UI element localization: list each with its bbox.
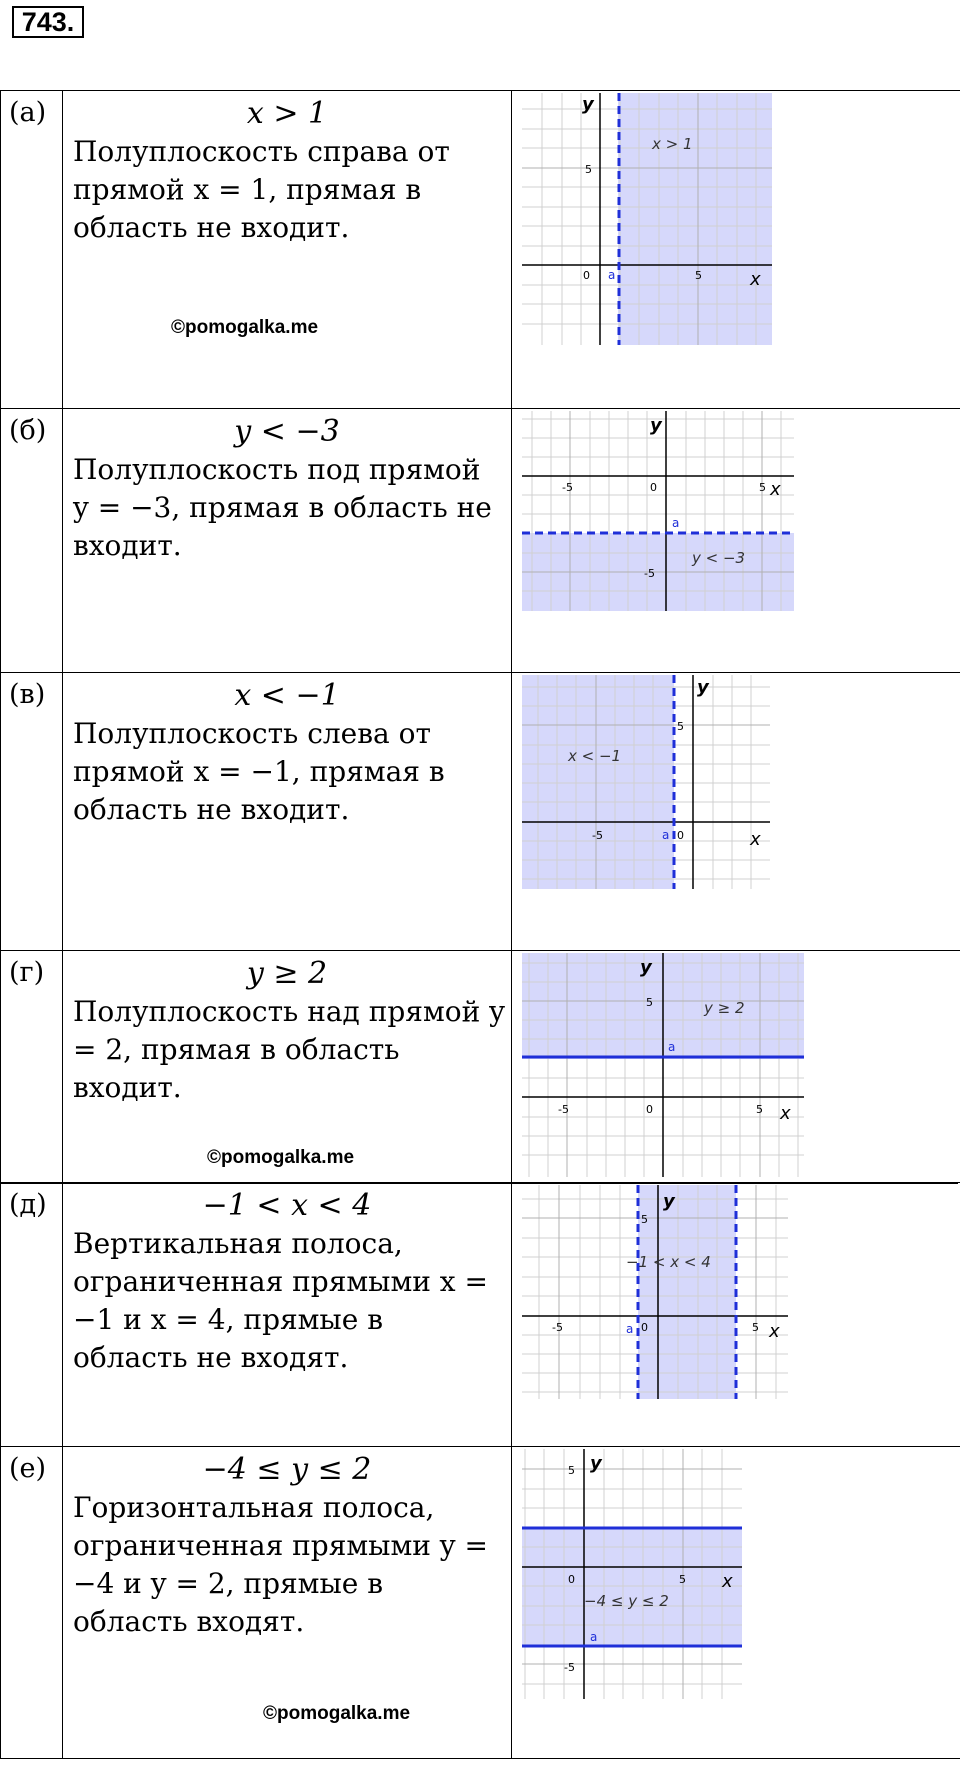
tick-label: -5 xyxy=(644,567,655,580)
inequality: y ≥ 2 xyxy=(246,956,328,991)
line-label: a xyxy=(662,828,670,842)
axis-x-label: x xyxy=(769,1321,780,1342)
task-row-a xyxy=(1,91,960,409)
region-fill xyxy=(618,93,772,345)
watermark: ©pomogalka.me xyxy=(171,317,319,338)
inequality: x > 1 xyxy=(246,96,328,131)
tick-label: 0 xyxy=(646,1103,653,1116)
axis-x-label: x xyxy=(750,269,761,290)
tick-label: -5 xyxy=(562,481,573,494)
axis-y-label: y xyxy=(640,957,652,978)
tick-label: -5 xyxy=(558,1103,569,1116)
description: Полуплоскость справа от прямой x = 1, прямая в область не входит. xyxy=(73,135,450,244)
tick-label: 5 xyxy=(759,481,766,494)
axis-x-label: x xyxy=(770,479,781,500)
region-fill xyxy=(522,675,674,889)
tick-label: 5 xyxy=(568,1464,575,1477)
problem-number: 743. xyxy=(12,6,84,38)
task-row-f xyxy=(1,1447,960,1759)
task-row-e xyxy=(1,1183,960,1447)
tick-label: 0 xyxy=(641,1321,648,1334)
graph-cell xyxy=(512,673,960,951)
task-text-cell xyxy=(63,409,512,673)
region-fill xyxy=(638,1185,736,1399)
task-text-cell xyxy=(63,951,512,1183)
graph-cell xyxy=(512,409,960,673)
region-label: −1 < x < 4 xyxy=(626,1253,711,1271)
region-label: x < −1 xyxy=(568,747,622,765)
task-label: (а) xyxy=(1,91,63,409)
line-label: a xyxy=(590,1630,598,1644)
region-label: −4 ≤ y ≤ 2 xyxy=(584,1592,669,1610)
line-label: a xyxy=(626,1322,634,1336)
graph-cell xyxy=(512,91,960,409)
inequality: x < −1 xyxy=(234,678,340,713)
tick-label: 5 xyxy=(585,163,592,176)
task-row-b xyxy=(1,409,960,673)
tick-label: 5 xyxy=(695,269,702,282)
axis-y-label: y xyxy=(697,677,709,698)
inequality: y < −3 xyxy=(234,414,340,449)
description: Вертикальная полоса, ограниченная прямыми x = −1 и x = 4, прямые в область не входят. xyxy=(73,1227,488,1374)
axis-y-label: y xyxy=(590,1453,602,1474)
graph-cell xyxy=(512,951,960,1183)
region-label: x > 1 xyxy=(652,135,693,153)
task-label: (е) xyxy=(1,1447,63,1759)
tick-label: -5 xyxy=(592,829,603,842)
description: Полуплоскость под прямой y = −3, прямая в область не входит. xyxy=(73,453,492,562)
inequality: −4 ≤ y ≤ 2 xyxy=(202,1452,372,1487)
axis-x-label: x xyxy=(722,1571,733,1592)
tick-label: 5 xyxy=(677,720,684,733)
watermark: ©pomogalka.me xyxy=(263,1703,411,1724)
graph-b xyxy=(522,411,794,611)
task-text-cell xyxy=(63,673,512,951)
watermark: ©pomogalka.me xyxy=(207,1147,355,1168)
axis-x-label: x xyxy=(780,1103,791,1124)
section-divider xyxy=(0,1182,958,1184)
region-label: y < −3 xyxy=(692,549,746,567)
tick-label: 5 xyxy=(679,1573,686,1586)
description: Полуплоскость слева от прямой x = −1, прямая в область не входит. xyxy=(73,717,445,826)
line-label: a xyxy=(608,268,616,282)
tick-label: -5 xyxy=(564,1661,575,1674)
task-row-d xyxy=(1,951,960,1183)
graph-g xyxy=(522,953,804,1177)
axis-y-label: y xyxy=(663,1191,675,1212)
task-label: (д) xyxy=(1,1183,63,1447)
tick-label: -5 xyxy=(552,1321,563,1334)
tick-label: 5 xyxy=(752,1321,759,1334)
task-label: (г) xyxy=(1,951,63,1183)
graph-a xyxy=(522,93,772,345)
graph-cell xyxy=(512,1183,960,1447)
tasks-table xyxy=(0,90,960,1759)
tick-label: 5 xyxy=(646,996,653,1009)
graph-cell xyxy=(512,1447,960,1759)
task-label: (б) xyxy=(1,409,63,673)
tick-label: 0 xyxy=(677,829,684,842)
task-row-c xyxy=(1,673,960,951)
description: Горизонтальная полоса, ограниченная прямыми y = −4 и y = 2, прямые в область входят. xyxy=(73,1491,488,1638)
tick-label: 0 xyxy=(650,481,657,494)
graph-c xyxy=(522,675,770,889)
description: Полуплоскость над прямой y = 2, прямая в область входит. xyxy=(73,995,505,1104)
axis-x-label: x xyxy=(750,829,761,850)
line-label: a xyxy=(672,516,680,530)
graph-f xyxy=(522,1449,742,1699)
axis-y-label: y xyxy=(582,94,594,115)
tick-label: 0 xyxy=(583,269,590,282)
line-label: a xyxy=(668,1040,676,1054)
region-label: y ≥ 2 xyxy=(704,999,745,1017)
task-text-cell xyxy=(63,1447,512,1759)
region-fill xyxy=(522,1527,742,1647)
tick-label: 5 xyxy=(641,1213,648,1226)
task-text-cell xyxy=(63,91,512,409)
task-text-cell xyxy=(63,1183,512,1447)
tick-label: 5 xyxy=(756,1103,763,1116)
graph-e xyxy=(522,1185,788,1399)
axis-y-label: y xyxy=(650,415,662,436)
task-label: (в) xyxy=(1,673,63,951)
inequality: −1 < x < 4 xyxy=(202,1188,372,1223)
tick-label: 0 xyxy=(568,1573,575,1586)
